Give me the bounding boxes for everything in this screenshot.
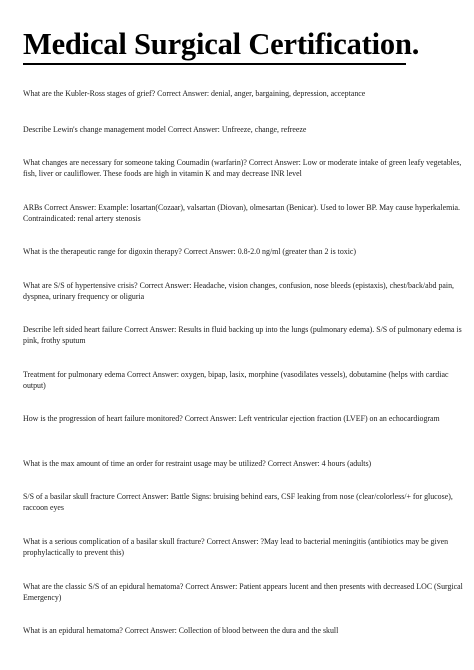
qa-item-5: What is the therapeutic range for digoxin therapy? Correct Answer: 0.8-2.0 ng/ml (greater than 2 is toxic) — [23, 247, 357, 256]
qa-item-6: What are S/S of hypertensive crisis? Correct Answer: Headache, vision changes, confusion, nose bleeds (epistaxis), chest/back/abd pain, dyspnea, urinary frequency or oliguria — [23, 281, 455, 302]
qa-item-9: How is the progression of heart failure monitored? Correct Answer: Left ventricular ejection fraction (LVEF) on an echocardiogram — [23, 414, 440, 423]
qa-item-14: What is an epidural hematoma? Correct Answer: Collection of blood between the dura and the skull — [23, 626, 339, 635]
page-title: Medical Surgical Certification. — [23, 27, 420, 61]
qa-item-12: What is a serious complication of a basilar skull fracture? Correct Answer: ?May lead to bacterial meningitis (antibiotics may be given prophylactically to prevent this) — [23, 537, 449, 558]
qa-item-10: What is the max amount of time an order for restraint usage may be utilized? Correct Answer: 4 hours (adults) — [23, 459, 372, 468]
qa-item-4: ARBs Correct Answer: Example: losartan(Cozaar), valsartan (Diovan), olmesartan (Benicar). Used to lower BP. May cause hyperkalemia. Contraindicated: renal artery stenosis — [23, 203, 460, 224]
qa-item-11: S/S of a basilar skull fracture Correct Answer: Battle Signs: bruising behind ears, CSF leaking from nose (clear/colorless/+ for glucose), raccoon eyes — [23, 492, 453, 513]
qa-item-1: What are the Kubler-Ross stages of grief? Correct Answer: denial, anger, bargaining, depression, acceptance — [23, 89, 366, 98]
title-underline — [23, 63, 406, 65]
qa-item-3: What changes are necessary for someone taking Coumadin (warfarin)? Correct Answer: Low or moderate intake of green leafy vegetables, fish, liver or cauliflower. These foods are high in vitamin K and may decrease INR level — [23, 158, 462, 179]
qa-item-7: Describe left sided heart failure Correct Answer: Results in fluid backing up into the lungs (pulmonary edema). S/S of pulmonary edema is pink, frothy sputum — [23, 325, 462, 346]
qa-item-8: Treatment for pulmonary edema Correct Answer: oxygen, bipap, lasix, morphine (vasodilates vessels), dobutamine (helps with cardiac output) — [23, 370, 449, 391]
qa-item-2: Describe Lewin's change management model Correct Answer: Unfreeze, change, refreeze — [23, 125, 307, 134]
qa-item-13: What are the classic S/S of an epidural hematoma? Correct Answer: Patient appears lucent and then presents with decreased LOC (Surgical Emergency) — [23, 582, 463, 603]
